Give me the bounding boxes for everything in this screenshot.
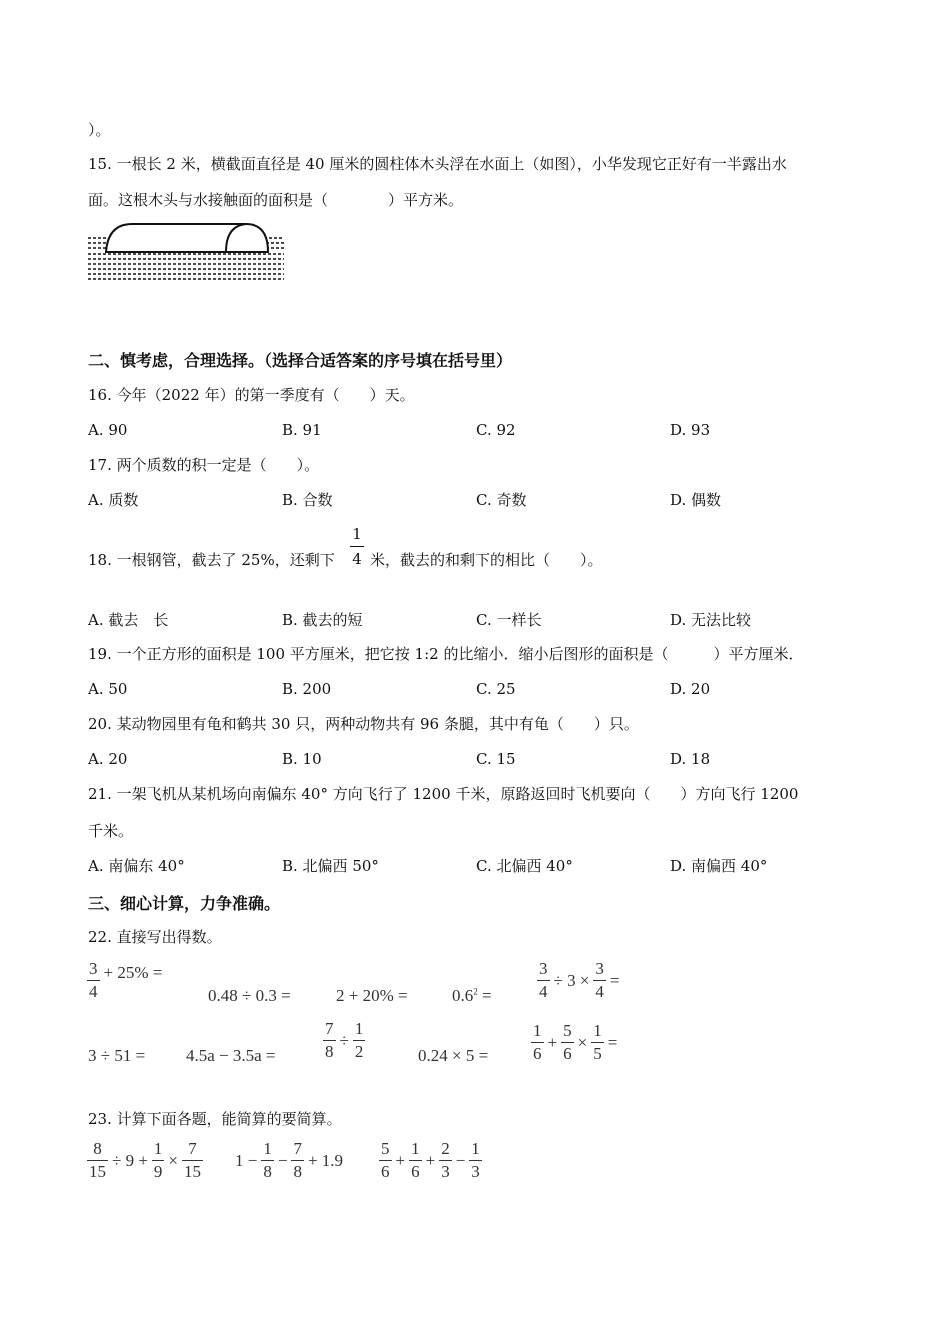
frac-den: 4 bbox=[595, 982, 604, 1001]
q23-e3-op3: − bbox=[455, 1150, 466, 1170]
q22-stem: 22. 直接写出得数。 bbox=[88, 928, 222, 946]
frac-num: 7 bbox=[188, 1139, 197, 1158]
q17-option-b[interactable]: B. 合数 bbox=[282, 491, 333, 509]
q23-expr-3 bbox=[378, 1140, 483, 1181]
q23-e1-op1: ÷ 9 + bbox=[112, 1150, 148, 1170]
frac-num: 1 bbox=[533, 1021, 542, 1040]
frac-den: 3 bbox=[441, 1162, 450, 1181]
frac-num: 5 bbox=[563, 1021, 572, 1040]
frac-den: 8 bbox=[293, 1162, 302, 1181]
frac-den: 4 bbox=[89, 982, 98, 1001]
q23-e1-frac-c bbox=[182, 1140, 203, 1181]
q22-e10-frac-a bbox=[531, 1022, 544, 1063]
q19-option-c[interactable]: C. 25 bbox=[476, 680, 516, 698]
q20-stem: 20. 某动物园里有龟和鹤共 30 只，两种动物共有 96 条腿，其中有龟（ ）只。 bbox=[88, 715, 639, 733]
q22-e10-rest: = bbox=[607, 1032, 618, 1052]
q22-e8-frac-b bbox=[353, 1020, 366, 1061]
frac-num: 3 bbox=[539, 959, 548, 978]
section3-title: 三、细心计算，力争准确。 bbox=[88, 894, 281, 913]
section2-title: 二、慎考虑，合理选择。（选择合适答案的序号填在括号里） bbox=[88, 351, 513, 370]
q22-e10-frac-b bbox=[561, 1022, 574, 1063]
q21-line1: 21. 一架飞机从某机场向南偏东 40° 方向飞行了 1200 千米，原路返回时飞机要向（ ）方向飞行 1200 bbox=[88, 785, 799, 803]
frac-den: 4 bbox=[539, 982, 548, 1001]
q19-option-b[interactable]: B. 200 bbox=[282, 680, 332, 698]
q18-option-a[interactable]: A. 截去 长 bbox=[88, 611, 169, 629]
q23-stem: 23. 计算下面各题，能简算的要简算。 bbox=[88, 1110, 342, 1128]
q23-e3-frac-b bbox=[409, 1140, 422, 1181]
q18-option-d[interactable]: D. 无法比较 bbox=[670, 611, 752, 629]
q20-option-d[interactable]: D. 18 bbox=[670, 750, 711, 768]
frac-num: 7 bbox=[325, 1019, 334, 1038]
frac-num: 3 bbox=[89, 959, 98, 978]
q21-line2: 千米。 bbox=[88, 822, 134, 840]
q23-expr-2 bbox=[234, 1140, 344, 1181]
q18-stem-before: 18. 一根钢管，截去了 25%，还剩下 bbox=[88, 551, 335, 569]
q23-e3-op2: + bbox=[425, 1150, 436, 1170]
q21-option-c[interactable]: C. 北偏西 40° bbox=[476, 857, 573, 875]
q21-option-d[interactable]: D. 南偏西 40° bbox=[670, 857, 768, 875]
q23-e3-frac-d bbox=[469, 1140, 482, 1181]
frac-den: 15 bbox=[89, 1162, 106, 1181]
frac-num: 1 bbox=[411, 1139, 420, 1158]
q17-stem: 17. 两个质数的积一定是（ ）。 bbox=[88, 456, 320, 474]
q18-frac-den: 4 bbox=[352, 550, 362, 568]
q22-e10-op1: + bbox=[547, 1032, 558, 1052]
frac-num: 1 bbox=[354, 1019, 364, 1038]
frac-den: 6 bbox=[563, 1044, 572, 1063]
frac-den: 3 bbox=[471, 1162, 480, 1181]
q22-expr-9: 0.24 × 5 = bbox=[418, 1046, 489, 1065]
q23-e1-frac-b bbox=[152, 1140, 165, 1181]
q20-option-c[interactable]: C. 15 bbox=[476, 750, 516, 768]
frac-num: 1 bbox=[471, 1139, 480, 1158]
q17-option-a[interactable]: A. 质数 bbox=[88, 491, 139, 509]
frac-den: 6 bbox=[381, 1162, 390, 1181]
frac-num: 8 bbox=[93, 1139, 102, 1158]
q18-option-c[interactable]: C. 一样长 bbox=[476, 611, 542, 629]
frac-den: 9 bbox=[153, 1162, 163, 1181]
q22-e10-frac-c bbox=[591, 1022, 604, 1063]
frac-num: 5 bbox=[381, 1139, 390, 1158]
q22-expr-5 bbox=[536, 960, 621, 1001]
q22-expr-2: 0.48 ÷ 0.3 = bbox=[208, 986, 291, 1005]
q22-e1-frac bbox=[87, 960, 100, 1001]
q18-frac-num: 1 bbox=[352, 525, 362, 543]
q22-e4-rest: = bbox=[477, 986, 492, 1005]
carry-over-text: ）。 bbox=[88, 121, 111, 139]
frac-num: 1 bbox=[263, 1139, 272, 1158]
frac-den: 5 bbox=[593, 1044, 602, 1063]
q22-e8-mid: ÷ bbox=[339, 1030, 349, 1050]
q22-e5-frac-b bbox=[593, 960, 606, 1001]
q22-expr-3: 2 + 20% = bbox=[336, 986, 408, 1005]
frac-den: 6 bbox=[533, 1044, 542, 1063]
q22-expr-10 bbox=[530, 1022, 618, 1063]
q23-e3-frac-c bbox=[439, 1140, 452, 1181]
q15-line1: 15. 一根长 2 米，横截面直径是 40 厘米的圆柱体木头浮在水面上（如图），小华发现它正好有一半露出水 bbox=[88, 155, 787, 173]
q22-e10-op2: × bbox=[577, 1032, 588, 1052]
q23-e2-frac-a bbox=[261, 1140, 274, 1181]
q19-option-a[interactable]: A. 50 bbox=[88, 680, 128, 698]
q18-fraction bbox=[350, 524, 364, 569]
frac-num: 2 bbox=[441, 1139, 450, 1158]
q22-expr-1 bbox=[86, 960, 163, 1001]
q23-e2-lead: 1 − bbox=[235, 1150, 258, 1170]
frac-num: 1 bbox=[593, 1021, 602, 1040]
q22-e5-frac-a bbox=[537, 960, 550, 1001]
q16-option-a[interactable]: A. 90 bbox=[88, 421, 128, 439]
q21-option-b[interactable]: B. 北偏西 50° bbox=[282, 857, 379, 875]
frac-num: 1 bbox=[153, 1139, 163, 1158]
frac-den: 6 bbox=[411, 1162, 420, 1181]
q22-e4-exp: 2 bbox=[473, 986, 478, 997]
q22-e5-mid: ÷ 3 × bbox=[553, 970, 590, 990]
q22-e1-rest: + 25% = bbox=[103, 962, 163, 982]
q23-e2-rest: + 1.9 bbox=[307, 1150, 344, 1170]
q22-expr-7: 4.5a − 3.5a = bbox=[186, 1046, 276, 1065]
q16-option-c[interactable]: C. 92 bbox=[476, 421, 516, 439]
q22-expr-4 bbox=[452, 986, 492, 1006]
q18-frac-bar bbox=[350, 546, 364, 547]
frac-num: 3 bbox=[595, 959, 604, 978]
q18-stem-after: 米，截去的和剩下的相比（ ）。 bbox=[370, 551, 603, 569]
q23-e2-op1: − bbox=[277, 1150, 288, 1170]
frac-den: 8 bbox=[263, 1162, 272, 1181]
q19-stem: 19. 一个正方形的面积是 100 平方厘米，把它按 1:2 的比缩小．缩小后图形的面积是（ ）平方厘米． bbox=[88, 645, 804, 663]
frac-num: 7 bbox=[293, 1139, 302, 1158]
q23-e1-frac-a bbox=[87, 1140, 108, 1181]
q22-e5-rest: = bbox=[609, 970, 620, 990]
frac-den: 2 bbox=[354, 1042, 364, 1061]
floating-log-figure bbox=[86, 220, 286, 286]
q22-expr-6: 3 ÷ 51 = bbox=[88, 1046, 146, 1065]
q22-e8-frac-a bbox=[323, 1020, 336, 1061]
frac-den: 15 bbox=[184, 1162, 202, 1181]
q17-option-d[interactable]: D. 偶数 bbox=[670, 491, 722, 509]
q22-e4-base: 0.6 bbox=[452, 986, 474, 1005]
q16-stem: 16. 今年（2022 年）的第一季度有（ ）天。 bbox=[88, 386, 415, 404]
q19-option-d[interactable]: D. 20 bbox=[670, 680, 711, 698]
q16-option-b[interactable]: B. 91 bbox=[282, 421, 322, 439]
q21-option-a[interactable]: A. 南偏东 40° bbox=[88, 857, 185, 875]
log-shape bbox=[106, 224, 268, 252]
q16-option-d[interactable]: D. 93 bbox=[670, 421, 711, 439]
q18-option-b[interactable]: B. 截去的短 bbox=[282, 611, 363, 629]
q23-e1-op2: × bbox=[168, 1150, 179, 1170]
q23-expr-1 bbox=[86, 1140, 204, 1181]
q23-e3-op1: + bbox=[395, 1150, 406, 1170]
q23-e2-frac-b bbox=[291, 1140, 304, 1181]
q23-e3-frac-a bbox=[379, 1140, 392, 1181]
q20-option-b[interactable]: B. 10 bbox=[282, 750, 322, 768]
frac-den: 8 bbox=[325, 1042, 334, 1061]
q22-expr-8 bbox=[322, 1020, 366, 1061]
q17-option-c[interactable]: C. 奇数 bbox=[476, 491, 527, 509]
q15-line2: 面。这根木头与水接触面的面积是（ ）平方米。 bbox=[88, 191, 464, 209]
q20-option-a[interactable]: A. 20 bbox=[88, 750, 128, 768]
